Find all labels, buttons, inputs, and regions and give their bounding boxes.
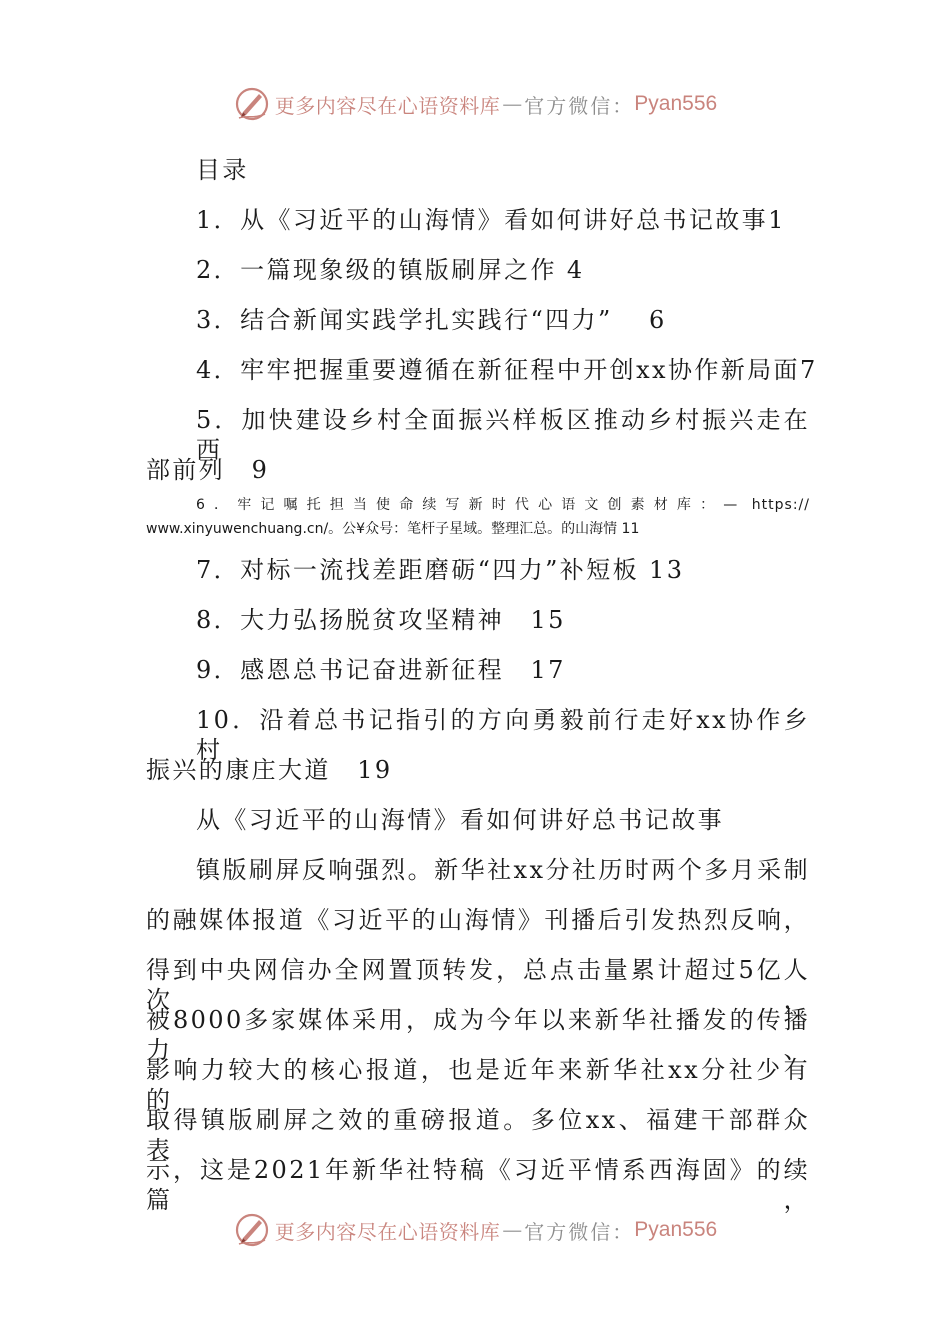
toc-item-4: 4．牢牢把握重要遵循在新征程中开创xx协作新局面7 [196,356,818,384]
article-line: 取得镇版刷屏之效的重磅报道。多位xx、福建干部群众表 [146,1106,810,1164]
article-line: 被8000多家媒体采用，成为今年以来新华社播发的传播力、 [146,1006,810,1064]
header-promo-text: 更多内容尽在心语资料库 [274,93,501,118]
toc-title: 目录 [196,156,249,184]
header-wechat-id: Pyan556 [634,92,718,115]
article-line: 得到中央网信办全网置顶转发，总点击量累计超过5亿人次， [146,956,810,1014]
header-dash: — [502,92,523,116]
article-line: 影响力较大的核心报道，也是近年来新华社xx分社少有的 [146,1056,810,1114]
toc-item-6-line-2: www.xinyuwenchuang.cn/。公¥众号：笔杆子星域。整理汇总。的山海情 11 [146,521,640,537]
toc-item-2: 2．一篇现象级的镇版刷屏之作 4 [196,256,585,284]
toc-item-6-line-1: 6．牢记嘱托担当使命续写新时代心语文创素材库：— https:// [196,497,810,513]
footer-dash: — [502,1218,523,1242]
footer-banner [0,1208,950,1252]
toc-item-8: 8．大力弘扬脱贫攻坚精神 15 [196,606,566,634]
footer-promo-text: 更多内容尽在心语资料库 [274,1219,501,1244]
toc-item-10-line-2: 振兴的康庄大道 19 [146,756,393,784]
header-banner [0,82,950,126]
toc-item-10-line-1: 10．沿着总书记指引的方向勇毅前行走好xx协作乡村 [196,706,810,764]
header-wechat-label: 官方微信： [524,93,635,118]
toc-item-1: 1．从《习近平的山海情》看如何讲好总书记故事1 [196,206,786,234]
pen-logo-icon [233,1211,271,1249]
article-line: 示，这是2021年新华社特稿《习近平情系西海固》的续篇， [146,1156,810,1214]
pen-logo-icon [233,85,271,123]
article-line: 的融媒体报道《习近平的山海情》刊播后引发热烈反响， [146,906,810,934]
article-title: 从《习近平的山海情》看如何讲好总书记故事 [196,806,724,834]
footer-wechat-label: 官方微信： [524,1219,635,1244]
toc-item-5-line-2: 部前列 9 [146,456,270,484]
article-line: 镇版刷屏反响强烈。新华社xx分社历时两个多月采制 [196,856,810,884]
footer-wechat-id: Pyan556 [634,1218,718,1241]
toc-item-7: 7．对标一流找差距磨砺“四力”补短板 13 [196,556,685,584]
toc-item-5-line-1: 5．加快建设乡村全面振兴样板区推动乡村振兴走在西 [196,406,810,464]
toc-item-9: 9．感恩总书记奋进新征程 17 [196,656,566,684]
toc-item-3: 3．结合新闻实践学扎实践行“四力” 6 [196,306,667,334]
